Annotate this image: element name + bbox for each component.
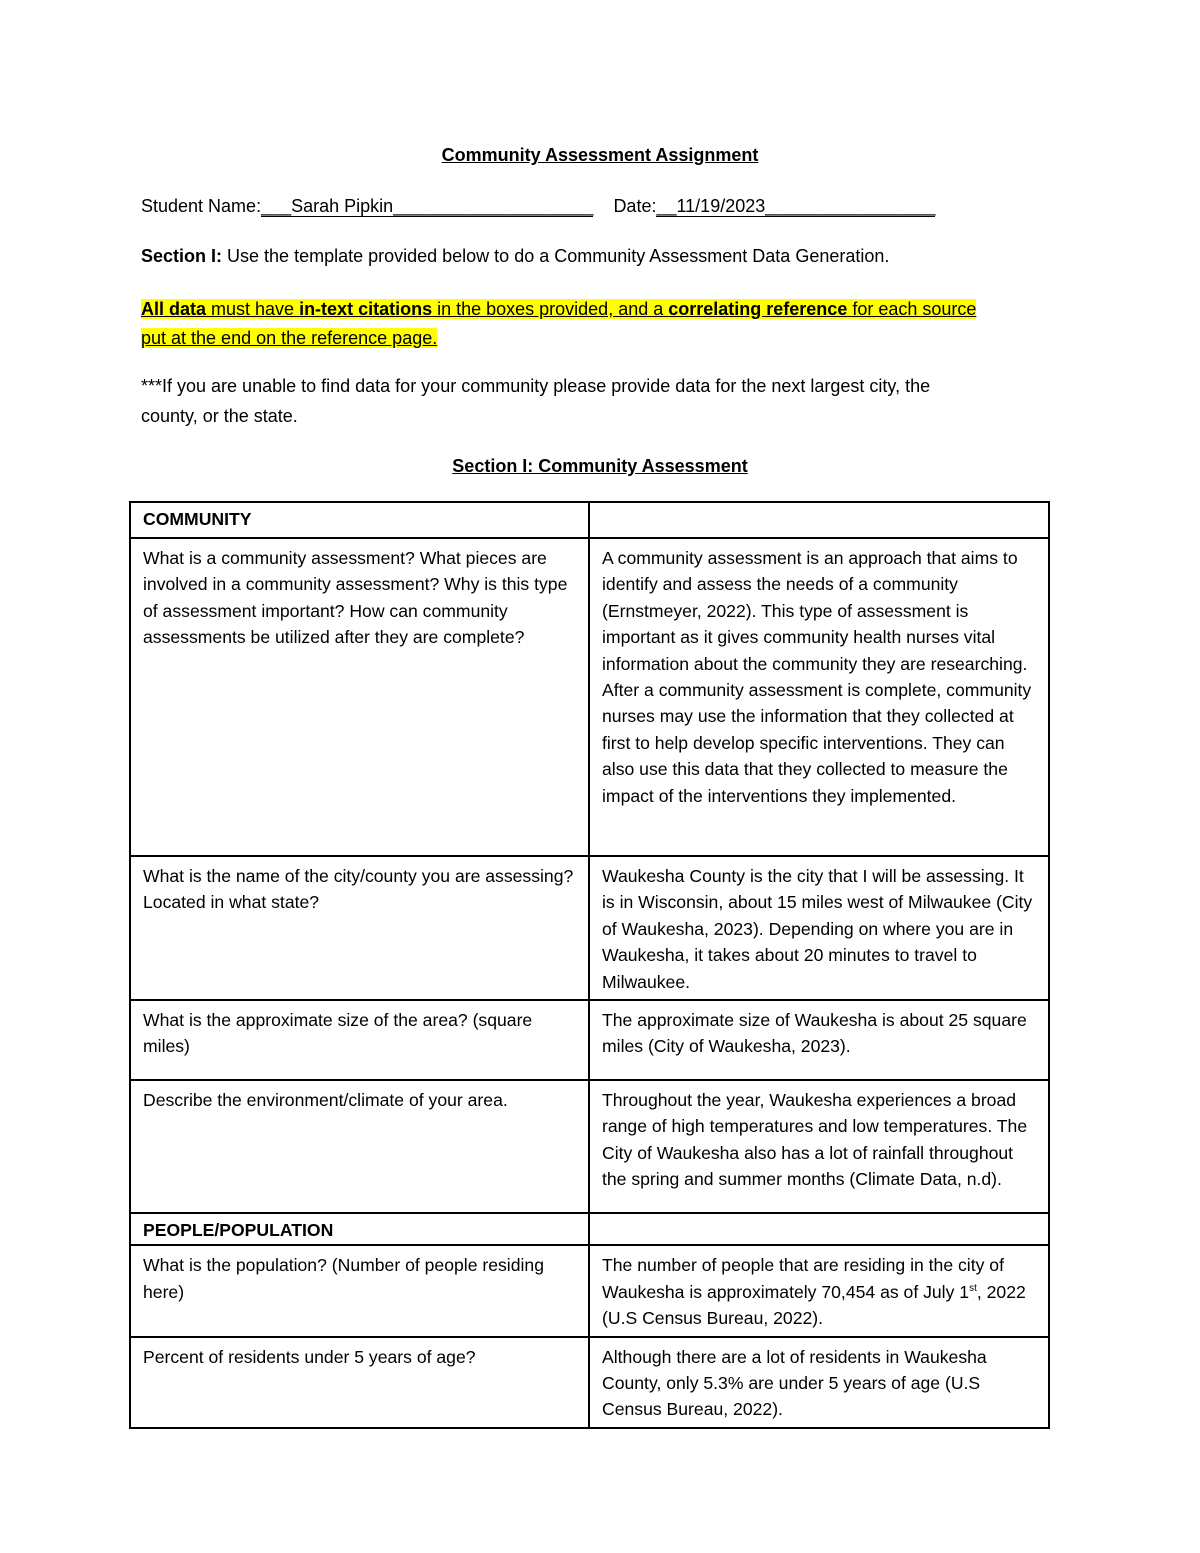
answer-cell: Throughout the year, Waukesha experiences a broad range of high temperatures and low temperatures. The City of Waukesha also has a lot of rainfall throughout the spring and summer months (Climate Data, n.d). <box>589 1080 1049 1213</box>
question-cell: What is the approximate size of the area? (square miles) <box>130 1000 589 1080</box>
highlight-in-text-citations: in-text citations <box>299 299 433 319</box>
section1-instruction <box>141 246 889 267</box>
answer-cell: The approximate size of Waukesha is about 25 square miles (City of Waukesha, 2023). <box>589 1000 1049 1080</box>
question-cell: What is a community assessment? What pieces are involved in a community assessment? Why is this type of assessment important? How can community assessments be utilized after they are complete? <box>130 538 589 856</box>
question-cell: What is the name of the city/county you are assessing? Located in what state? <box>130 856 589 1000</box>
date-label: Date: <box>613 196 657 216</box>
student-name-value: Sarah Pipkin <box>291 196 394 216</box>
assessment-table <box>129 501 1050 1429</box>
table-row <box>130 538 1049 856</box>
answer-cell: A community assessment is an approach that aims to identify and assess the needs of a community (Ernstmeyer, 2022). This type of assessment is important as it gives community health nurses vital information about the community they are researching. After a community assessment is complete, community nurses may use the information that they collected at first to help develop specific interventions. They can also use this data that they collected to measure the impact of the interventions they implemented. <box>589 538 1049 856</box>
note-line-1: ***If you are unable to find data for your community please provide data for the next largest city, the <box>141 376 931 396</box>
table-row <box>130 856 1049 1000</box>
question-cell: Percent of residents under 5 years of age? <box>130 1337 589 1428</box>
highlight-notice: All data must have in-text citations in the boxes provided, and a correlating reference for each source <box>141 299 977 319</box>
note-line-2: county, or the state. <box>141 406 298 426</box>
answer-cell: Although there are a lot of residents in Waukesha County, only 5.3% are under 5 years of age (U.S Census Bureau, 2022). <box>589 1337 1049 1428</box>
table-cell <box>589 502 1049 538</box>
student-info-line <box>141 196 935 217</box>
section1-label: Section I: <box>141 246 223 266</box>
answer-cell: Waukesha County is the city that I will be assessing. It is in Wisconsin, about 15 miles west of Milwaukee (City of Waukesha, 2023). Depending on where you are in Waukesha, it takes about 20 minutes to travel to Milwaukee. <box>589 856 1049 1000</box>
category-header-community: COMMUNITY <box>130 502 589 538</box>
table-row <box>130 1337 1049 1428</box>
table-row <box>130 1213 1049 1245</box>
table-row <box>130 1000 1049 1080</box>
table-row <box>130 1080 1049 1213</box>
date-value: 11/19/2023 <box>676 196 766 216</box>
question-cell: What is the population? (Number of people residing here) <box>130 1245 589 1336</box>
highlight-notice-line2: put at the end on the reference page. <box>141 328 438 348</box>
student-name-field: ___Sarah Pipkin____________________ <box>261 196 594 216</box>
table-row <box>130 1245 1049 1336</box>
date-field: __11/19/2023_________________ <box>656 196 936 216</box>
category-header-people: PEOPLE/POPULATION <box>130 1213 589 1245</box>
student-name-label: Student Name: <box>141 196 262 216</box>
highlight-all-data: All data <box>141 299 207 319</box>
highlight-correlating-reference: correlating reference <box>668 299 848 319</box>
table-cell <box>589 1213 1049 1245</box>
section-title: Section I: Community Assessment <box>452 456 748 476</box>
question-cell: Describe the environment/climate of your area. <box>130 1080 589 1213</box>
document-title: Community Assessment Assignment <box>441 145 759 165</box>
answer-cell: The number of people that are residing in the city of Waukesha is approximately 70,454 as of July 1st, 2022 (U.S Census Bureau, 2022). <box>589 1245 1049 1336</box>
table-row <box>130 502 1049 538</box>
section1-text: Use the template provided below to do a Community Assessment Data Generation. <box>227 246 890 266</box>
